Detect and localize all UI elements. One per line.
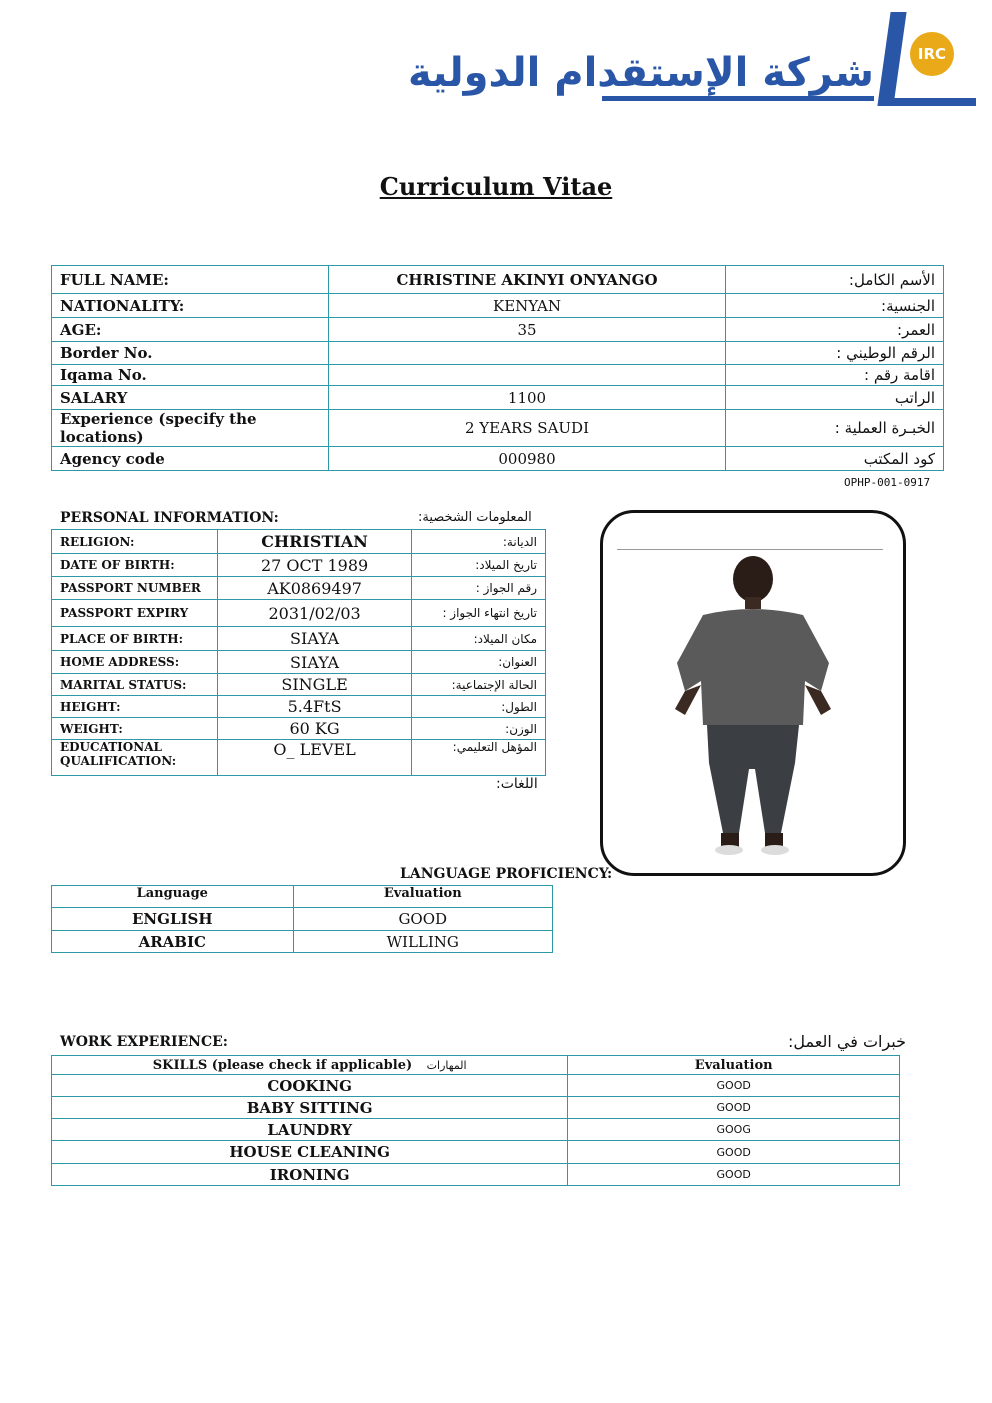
personal-value: CHRISTIAN — [217, 530, 412, 554]
skill-evaluation: GOOG — [568, 1119, 900, 1141]
language-row — [52, 931, 553, 953]
personal-value: 5.4FtS — [217, 696, 412, 718]
reference-code: OPHP-001-0917 — [844, 476, 931, 489]
language-header: Language — [52, 886, 294, 908]
personal-row — [52, 651, 546, 674]
personal-label: HOME ADDRESS: — [52, 651, 218, 674]
personal-row — [52, 740, 546, 776]
summary-label: FULL NAME: — [52, 266, 329, 294]
language-row — [52, 908, 553, 931]
personal-label-ar: الحالة الإجتماعية: — [412, 674, 546, 696]
skill-row — [52, 1097, 900, 1119]
summary-value: 35 — [328, 318, 726, 342]
skill-name: LAUNDRY — [52, 1119, 568, 1141]
language-proficiency-heading: LANGUAGE PROFICIENCY: — [400, 866, 613, 882]
personal-label: WEIGHT: — [52, 718, 218, 740]
skills-header — [52, 1056, 568, 1075]
work-experience-heading: WORK EXPERIENCE: — [60, 1034, 228, 1050]
skill-name: HOUSE CLEANING — [52, 1141, 568, 1164]
summary-row-iqama-no — [52, 365, 944, 386]
personal-label-ar: تاريخ انتهاء الجواز : — [412, 600, 546, 627]
language-header-row — [52, 886, 553, 908]
skill-evaluation: GOOD — [568, 1141, 900, 1164]
personal-row — [52, 674, 546, 696]
skills-evaluation-header: Evaluation — [568, 1056, 900, 1075]
personal-row — [52, 554, 546, 577]
summary-value — [328, 365, 726, 386]
summary-label: AGE: — [52, 318, 329, 342]
personal-label: RELIGION: — [52, 530, 218, 554]
summary-value — [328, 342, 726, 365]
personal-row — [52, 718, 546, 740]
summary-value: CHRISTINE AKINYI ONYANGO — [328, 266, 726, 294]
personal-value: 27 OCT 1989 — [217, 554, 412, 577]
skill-name: IRONING — [52, 1164, 568, 1186]
logo-l-base — [884, 98, 976, 106]
personal-label-ar: الوزن: — [412, 718, 546, 740]
logo-underline — [602, 96, 874, 101]
summary-label-ar: الأسم الكامل: — [726, 266, 944, 294]
personal-value: SIAYA — [217, 651, 412, 674]
personal-label: PLACE OF BIRTH: — [52, 627, 218, 651]
skill-row — [52, 1075, 900, 1097]
personal-label-ar: الطول: — [412, 696, 546, 718]
language-evaluation: GOOD — [293, 908, 552, 931]
skill-name: COOKING — [52, 1075, 568, 1097]
logo-badge: IRC — [910, 32, 954, 76]
skill-name: BABY SITTING — [52, 1097, 568, 1119]
personal-label-ar: المؤهل التعليمي: — [412, 740, 546, 776]
summary-label-ar: اقامة رقم : — [726, 365, 944, 386]
summary-value: 2 YEARS SAUDI — [328, 410, 726, 447]
summary-label: Border No. — [52, 342, 329, 365]
language-name: ARABIC — [52, 931, 294, 953]
personal-label: DATE OF BIRTH: — [52, 554, 218, 577]
summary-label-ar: الرقم الوطيني : — [726, 342, 944, 365]
personal-label: HEIGHT: — [52, 696, 218, 718]
summary-row-nationality — [52, 294, 944, 318]
personal-label: PASSPORT NUMBER — [52, 577, 218, 600]
skill-evaluation: GOOD — [568, 1097, 900, 1119]
personal-label: EDUCATIONAL QUALIFICATION: — [52, 740, 218, 776]
skill-evaluation: GOOD — [568, 1164, 900, 1186]
personal-row — [52, 577, 546, 600]
skill-row — [52, 1119, 900, 1141]
person-figure — [603, 513, 903, 873]
summary-row-salary — [52, 386, 944, 410]
company-logo — [408, 10, 978, 108]
evaluation-header: Evaluation — [293, 886, 552, 908]
personal-row — [52, 696, 546, 718]
summary-label: NATIONALITY: — [52, 294, 329, 318]
personal-info-table — [51, 529, 546, 776]
skill-row — [52, 1141, 900, 1164]
skills-header-label: SKILLS (please check if applicable) — [152, 1057, 413, 1073]
skills-header-row — [52, 1056, 900, 1075]
personal-label: PASSPORT EXPIRY — [52, 600, 218, 627]
summary-label: Agency code — [52, 447, 329, 471]
skill-evaluation: GOOD — [568, 1075, 900, 1097]
personal-value: O_ LEVEL — [217, 740, 412, 776]
summary-label-ar: الجنسية: — [726, 294, 944, 318]
personal-label-ar: رقم الجواز : — [412, 577, 546, 600]
language-evaluation: WILLING — [293, 931, 552, 953]
personal-value: SINGLE — [217, 674, 412, 696]
language-name: ENGLISH — [52, 908, 294, 931]
summary-row-age — [52, 318, 944, 342]
logo-l-mark — [877, 12, 906, 106]
summary-row-border-no — [52, 342, 944, 365]
summary-label: Iqama No. — [52, 365, 329, 386]
skills-table — [51, 1055, 900, 1186]
summary-label-ar: العمر: — [726, 318, 944, 342]
skills-header-ar: المهارات — [426, 1058, 467, 1072]
page-title: Curriculum Vitae — [379, 172, 613, 201]
personal-value: 60 KG — [217, 718, 412, 740]
summary-table — [51, 265, 944, 471]
personal-value: SIAYA — [217, 627, 412, 651]
summary-label: SALARY — [52, 386, 329, 410]
summary-label-ar: الخبـرة العملية : — [726, 410, 944, 447]
summary-label-ar: كود المكتب — [726, 447, 944, 471]
summary-row-full-name — [52, 266, 944, 294]
work-experience-heading-ar: خبرات في العمل: — [788, 1032, 907, 1051]
personal-label: MARITAL STATUS: — [52, 674, 218, 696]
personal-label-ar: تاريخ الميلاد: — [412, 554, 546, 577]
language-table — [51, 885, 553, 953]
languages-heading-ar: اللغات: — [496, 776, 538, 792]
summary-value: 000980 — [328, 447, 726, 471]
summary-value: 1100 — [328, 386, 726, 410]
personal-value: 2031/02/03 — [217, 600, 412, 627]
personal-value: AK0869497 — [217, 577, 412, 600]
personal-label-ar: العنوان: — [412, 651, 546, 674]
personal-label-ar: مكان الميلاد: — [412, 627, 546, 651]
candidate-photo — [600, 510, 906, 876]
summary-row-experience — [52, 410, 944, 447]
personal-row — [52, 530, 546, 554]
summary-label-ar: الراتب — [726, 386, 944, 410]
personal-info-heading: PERSONAL INFORMATION: — [60, 510, 279, 526]
logo-arabic-text: شركة الإستقدام الدولية — [408, 50, 874, 96]
personal-label-ar: الديانة: — [412, 530, 546, 554]
summary-label: Experience (specify the locations) — [52, 410, 329, 447]
summary-value: KENYAN — [328, 294, 726, 318]
personal-row — [52, 627, 546, 651]
personal-info-heading-ar: المعلومات الشخصية: — [418, 510, 532, 525]
skill-row — [52, 1164, 900, 1186]
summary-row-agency-code — [52, 447, 944, 471]
personal-row — [52, 600, 546, 627]
